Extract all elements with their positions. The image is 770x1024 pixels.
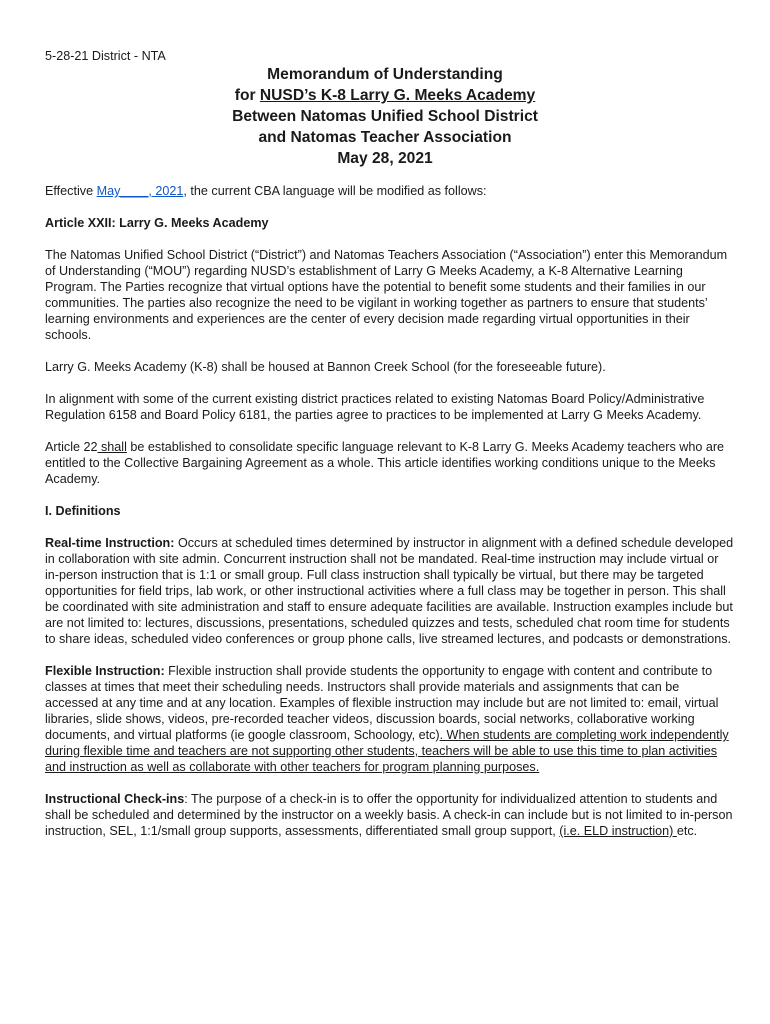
housed-paragraph: Larry G. Meeks Academy (K-8) shall be housed at Bannon Creek School (for the foreseeable future). xyxy=(45,360,606,374)
article22-prefix: Article 22 xyxy=(45,440,98,454)
effective-line xyxy=(45,183,735,199)
flexible-term: Flexible Instruction: xyxy=(45,664,165,678)
effective-date-link[interactable]: May____, 2021 xyxy=(96,184,184,198)
realtime-term: Real-time Instruction: xyxy=(45,536,175,550)
title-line-2 xyxy=(0,85,770,106)
flexible-text: Flexible instruction shall provide students the opportunity to engage with content and contribute to classes at times that meet their scheduling needs. Instructors shall provide materials and assignments that can be accessed at any time and at any location. Examples of flexible instruction may include but are not limited to: email, virtual libraries, slide shows, videos, pre-recorded teacher videos, discussion boards, social networks, collaborative working documents, and virtual platforms (ie google classroom, Schoology, etc) xyxy=(45,664,719,742)
article-heading: Article XXII: Larry G. Meeks Academy xyxy=(45,216,269,230)
title-line-2-underlined: NUSD’s K-8 Larry G. Meeks Academy xyxy=(259,87,536,104)
checkins-paragraph xyxy=(45,791,735,839)
header-line: 5-28-21 District - NTA xyxy=(45,49,166,63)
effective-suffix: , the current CBA language will be modified as follows: xyxy=(183,184,487,198)
checkins-text: : The purpose of a check-in is to offer the opportunity for individualized attention to students and shall be scheduled and determined by the instructor on a weekly basis. A check-in can include but is not limited to in-person instruction, SEL, 1:1/small group supports, assessments, differentiated small group support, xyxy=(45,792,733,838)
title-line-1: Memorandum of Understanding xyxy=(267,66,503,83)
checkins-term: Instructional Check-ins xyxy=(45,792,185,806)
effective-prefix: Effective xyxy=(45,184,97,198)
article22-underlined: shall xyxy=(97,440,127,454)
realtime-paragraph xyxy=(45,535,735,647)
article22-paragraph xyxy=(45,439,735,487)
definitions-heading: I. Definitions xyxy=(45,504,121,518)
memo-title xyxy=(0,64,770,169)
alignment-paragraph: In alignment with some of the current existing district practices related to existing Natomas Board Policy/Administrative Regulation 6158 and Board Policy 6181, the parties agree to practices to be implemented at Larry G Meeks Academy. xyxy=(45,392,705,422)
title-line-2-prefix: for xyxy=(234,87,260,104)
checkins-underlined: (i.e. ELD instruction) xyxy=(559,824,677,838)
flexible-underlined: . When students are completing work independently during flexible time and teachers are not supporting other students, teachers will be able to use this time to plan activities and instruction as well as collaborate with other teachers for program planning purposes. xyxy=(45,728,729,774)
title-line-3: Between Natomas Unified School District xyxy=(232,108,538,125)
title-line-4: and Natomas Teacher Association xyxy=(258,129,512,146)
document-body xyxy=(45,183,735,855)
intro-paragraph: The Natomas Unified School District (“District”) and Natomas Teachers Association (“Association”) enter this Memorandum of Understanding (“MOU”) regarding NUSD’s establishment of Larry G Meeks Academy, a K-8 Alternative Learning Program. The Parties recognize that virtual options have the potential to benefit some students and their families in our communities. The parties also recognize the need to be vigilant in working together as partners to ensure that students’ learning environments and experiences are the center of every decision made regarding virtual opportunities in their schools. xyxy=(45,248,728,342)
flexible-paragraph xyxy=(45,663,735,775)
realtime-text: Occurs at scheduled times determined by instructor in alignment with a defined schedule developed in collaboration with site admin. Concurrent instruction shall not be mandated. Real-time instruction may include virtual or in-person instruction that is 1:1 or small group. Full class instruction shall typically be virtual, but there may be targeted opportunities for field trips, lab work, or other instructional activities where a full class may be together in person. This shall be coordinated with site administration and staff to ensure adequate facilities are available. Instruction examples include but are not limited to: lectures, discussions, presentations, scheduled quizzes and tests, scheduled chat room time for students to share ideas, scheduled video conferences or group phone calls, live streamed lectures, and podcasts or demonstrations. xyxy=(45,536,734,646)
checkins-end: etc. xyxy=(676,824,698,838)
title-line-5: May 28, 2021 xyxy=(337,150,433,167)
article22-suffix: be established to consolidate specific language relevant to K-8 Larry G. Meeks Academy teachers who are entitled to the Collective Bargaining Agreement as a whole. This article identifies working conditions unique to the Meeks Academy. xyxy=(45,440,725,486)
